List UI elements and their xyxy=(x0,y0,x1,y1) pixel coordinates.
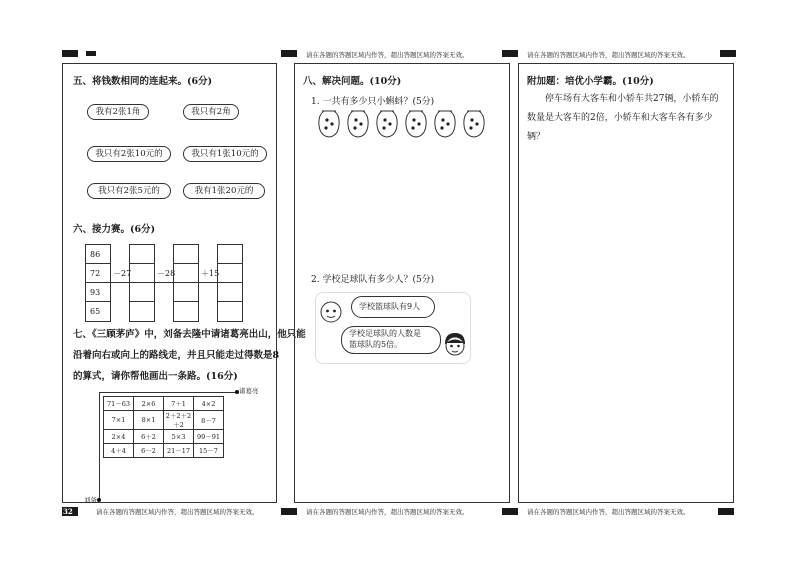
column-middle xyxy=(294,63,510,503)
page-number: 32 xyxy=(63,507,73,516)
relay-answer-cell[interactable] xyxy=(218,264,242,283)
relay-answer-cell[interactable] xyxy=(218,245,242,264)
header-marker xyxy=(281,50,297,57)
grid-cell[interactable]: 5×3 xyxy=(164,430,194,444)
footer-marker xyxy=(281,508,297,515)
footer-notice: 请在各题的答题区域内作答，超出答题区域的答案无效。 xyxy=(306,508,469,516)
column-left xyxy=(62,63,306,504)
bonus-title: 附加题：培优小学霸。(10分) xyxy=(527,76,654,87)
grid-cell[interactable]: 21－17 xyxy=(164,444,194,458)
girl-face-icon xyxy=(443,332,467,358)
jar-icon xyxy=(319,111,484,137)
path-grid xyxy=(103,396,224,458)
grid-row xyxy=(104,397,224,411)
relay-answer-cell[interactable] xyxy=(174,245,198,264)
grid-cell[interactable]: 7×1 xyxy=(104,411,134,430)
section-7-line2: 沿着向右或向上的路线走，并且只能走过得数是8 xyxy=(73,350,280,361)
section-6-title: 六、接力赛。(6分) xyxy=(73,224,156,235)
relay-op: －27 xyxy=(113,269,132,278)
grid-row xyxy=(104,430,224,444)
footer-notice: 请在各题的答题区域内作答，超出答题区域的答案无效。 xyxy=(527,508,690,516)
grid-cell[interactable]: 8－7 xyxy=(194,411,224,430)
section-5-title: 五、将钱数相同的连起来。(6分) xyxy=(73,76,213,87)
grid-cell[interactable]: 71－63 xyxy=(104,397,134,411)
boy-face-icon xyxy=(319,300,343,324)
money-option[interactable]: 我有2张1角 xyxy=(87,104,149,120)
start-label: 刘备 xyxy=(84,496,97,504)
section-8-title: 八、解决问题。(10分) xyxy=(303,76,402,87)
destination-label: 诸葛亮 xyxy=(239,387,259,395)
money-option[interactable]: 我有1张20元的 xyxy=(183,183,265,199)
grid-cell[interactable]: 15－7 xyxy=(194,444,224,458)
relay-arrow xyxy=(111,282,129,283)
relay-answer-cell[interactable] xyxy=(218,302,242,321)
section-7-line1: 七、《三顾茅庐》中，刘备去隆中请诸葛亮出山，他只能 xyxy=(73,329,306,340)
bubble-2-text-line1: 学校足球队的人数是 xyxy=(349,329,421,338)
section-7-line3: 的算式，请你帮他画出一条路。(16分) xyxy=(73,371,238,382)
header-marker xyxy=(720,50,736,57)
header-marker xyxy=(502,50,518,57)
money-option[interactable]: 我只有2角 xyxy=(183,104,239,120)
money-option[interactable]: 我只有2张10元的 xyxy=(87,146,171,162)
relay-answer-cell[interactable] xyxy=(130,245,154,264)
question-1: 1. 一共有多少只小蝌蚪？(5分) xyxy=(311,97,435,107)
relay-answer-cell[interactable] xyxy=(174,283,198,302)
grid-cell[interactable]: 7＋1 xyxy=(164,397,194,411)
relay-arrow xyxy=(199,282,217,283)
bubble-2-text-line2: 篮球队的5倍。 xyxy=(349,340,403,349)
header-marker xyxy=(62,50,78,57)
bubble-1-text: 学校篮球队有9人 xyxy=(359,302,421,311)
bonus-problem-text: 停车场有大客车和小轿车共27辆，小轿车的数量是大客车的2倍，小轿车和大客车各有多少辆？ xyxy=(527,94,719,142)
relay-answer-cell[interactable] xyxy=(130,264,154,283)
relay-start-value: 72 xyxy=(86,264,110,283)
grid-top-axis xyxy=(99,392,239,393)
header-marker xyxy=(86,51,96,56)
footer-marker xyxy=(502,508,518,515)
grid-cell[interactable]: 4＋4 xyxy=(104,444,134,458)
relay-arrow xyxy=(155,282,173,283)
relay-answer-column[interactable] xyxy=(129,244,155,322)
grid-cell[interactable]: 99－91 xyxy=(194,430,224,444)
relay-answer-column[interactable] xyxy=(173,244,199,322)
footer-marker xyxy=(718,508,734,515)
question-2: 2. 学校足球队有多少人？(5分) xyxy=(311,275,435,285)
header-notice: 请在各题的答题区域内作答，超出答题区域的答案无效。 xyxy=(306,51,469,59)
grid-left-axis xyxy=(99,392,100,500)
grid-start-dot xyxy=(97,498,101,502)
grid-cell[interactable]: 6－2 xyxy=(134,444,164,458)
grid-cell[interactable]: 6＋2 xyxy=(134,430,164,444)
relay-answer-cell[interactable] xyxy=(174,302,198,321)
footer-notice: 请在各题的答题区域内作答，超出答题区域的答案无效。 xyxy=(96,508,259,516)
grid-cell[interactable]: 2＋2＋2＋2 xyxy=(164,411,194,430)
relay-start-column xyxy=(85,244,111,322)
grid-row xyxy=(104,411,224,430)
relay-answer-cell[interactable] xyxy=(130,302,154,321)
tadpole-jars-illustration xyxy=(317,108,492,140)
grid-cell[interactable]: 4×2 xyxy=(194,397,224,411)
column-right xyxy=(518,63,734,503)
header-notice: 请在各题的答题区域内作答，超出答题区域的答案无效。 xyxy=(527,51,690,59)
grid-row xyxy=(104,444,224,458)
relay-answer-column[interactable] xyxy=(217,244,243,322)
relay-answer-cell[interactable] xyxy=(218,283,242,302)
grid-cell[interactable]: 2×6 xyxy=(134,397,164,411)
money-option[interactable]: 我只有2张5元的 xyxy=(87,183,171,199)
relay-start-value: 93 xyxy=(86,283,110,302)
relay-start-value: 65 xyxy=(90,307,101,316)
relay-op: ＋15 xyxy=(201,269,220,278)
grid-cell[interactable]: 8×1 xyxy=(134,411,164,430)
relay-start-value: 86 xyxy=(86,245,110,264)
relay-answer-cell[interactable] xyxy=(174,264,198,283)
money-option[interactable]: 我只有1张10元的 xyxy=(183,146,267,162)
relay-op: －28 xyxy=(157,269,176,278)
relay-answer-cell[interactable] xyxy=(130,283,154,302)
grid-cell[interactable]: 2×4 xyxy=(104,430,134,444)
